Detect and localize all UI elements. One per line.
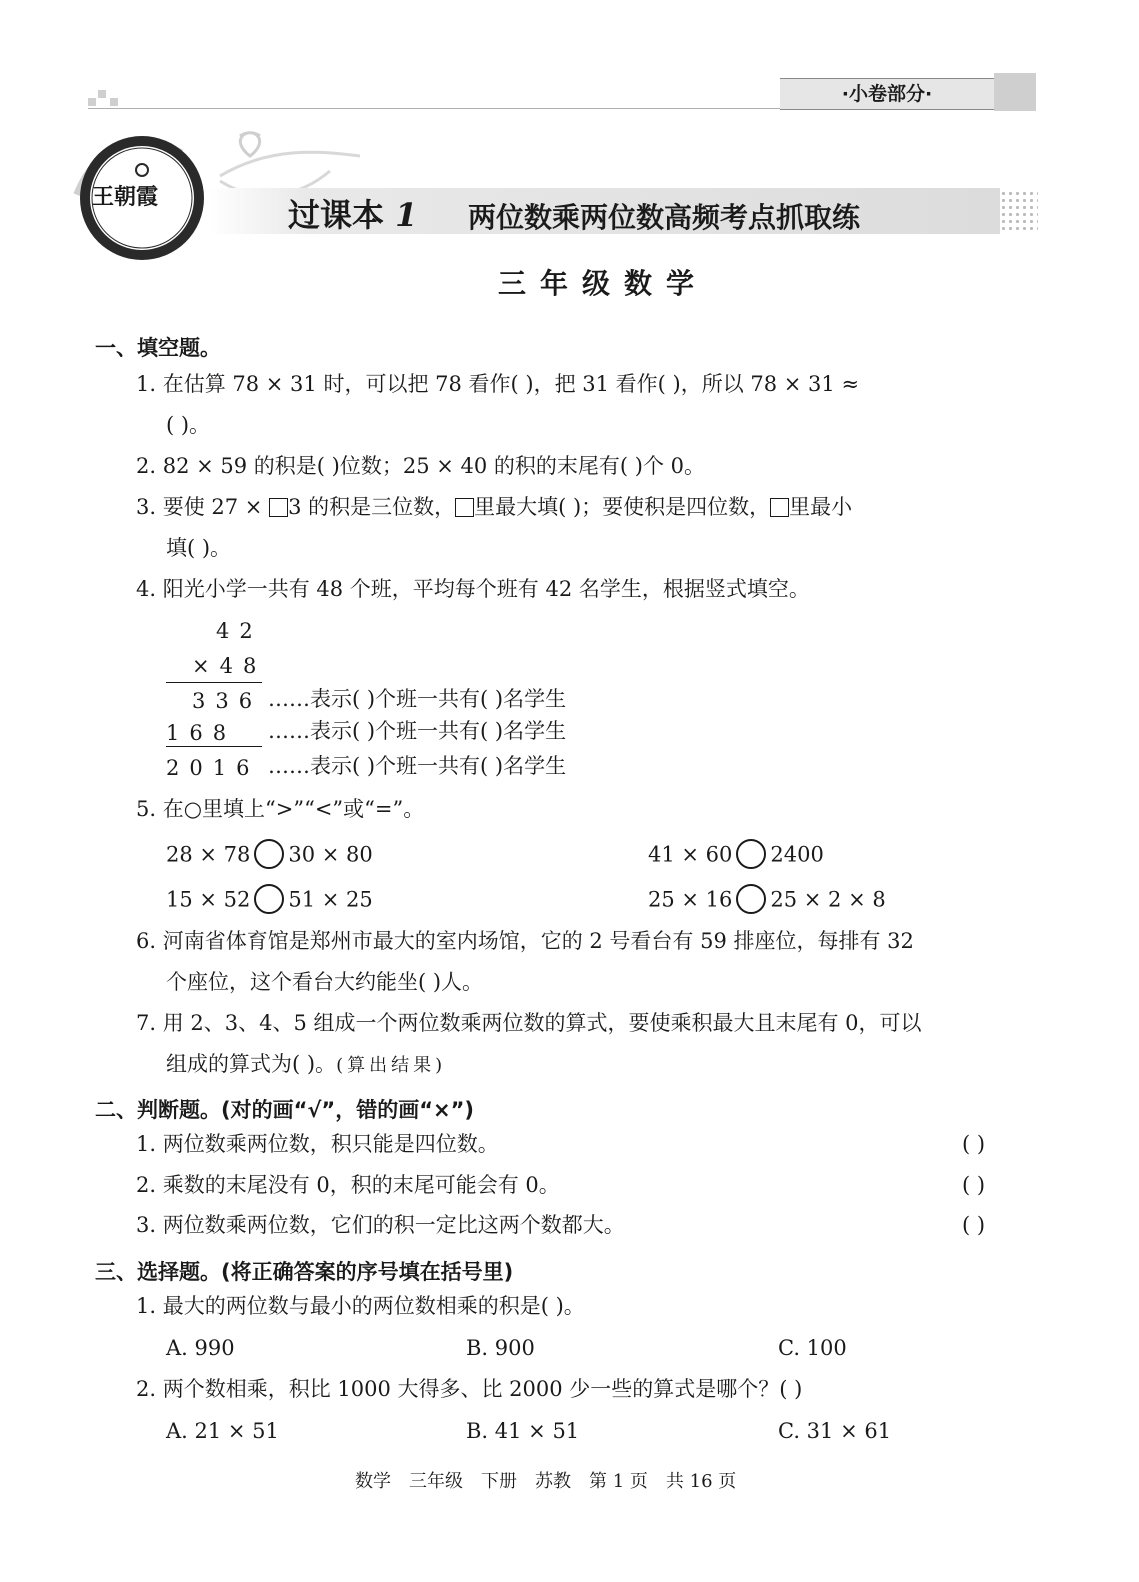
page-footer: 数学 三年级 下册 苏教 第 1 页 共 16 页 [355,1471,737,1492]
question-text: ( )。 [166,413,211,437]
q3-part: 3 的积是三位数， [288,495,456,519]
header-rule [88,108,780,109]
compare-circle [736,839,766,869]
compare-circle [254,839,284,869]
vertical-row: 2016 [166,756,260,780]
answer-bracket: ( ) [962,1173,986,1197]
question-text: 4. 阳光小学一共有 48 个班，平均每个班有 42 名学生，根据竖式填空。 [136,577,810,601]
vertical-row: 42 [216,619,263,643]
decor-square [88,98,96,106]
question-text: 填( )。 [166,536,232,560]
decor-square [98,90,106,98]
logo-text: 王朝霞 [92,184,159,210]
compare-circle [254,884,284,914]
question-text: 2. 两个数相乘，积比 1000 大得多、比 2000 少一些的算式是哪个？( ) [136,1377,803,1401]
compare-item [166,888,373,914]
answer-bracket: ( ) [962,1132,986,1156]
question-text: 7. 用 2、3、4、5 组成一个两位数乘两位数的算式，要使乘积最大且末尾有 0，可以 [136,1011,922,1035]
option: B. 900 [466,1336,535,1360]
judge-item: 1. 两位数乘两位数，积只能是四位数。 [136,1132,499,1156]
judge-item: 3. 两位数乘两位数，它们的积一定比这两个数都大。 [136,1213,625,1237]
compare-right: 51 × 25 [288,887,373,912]
compare-left: 41 × 60 [648,842,733,867]
vertical-row: 336 [192,689,263,713]
question-text: 1. 最大的两位数与最小的两位数相乘的积是( )。 [136,1294,585,1318]
q7-note: (算出结果) [336,1055,447,1076]
compare-left: 25 × 16 [648,887,733,912]
q3-part: 3. 要使 27 × [136,495,270,519]
section-heading: 二、判断题。(对的画“√”，错的画“×”) [95,1098,475,1122]
section-tag: ·小卷部分· [780,78,994,110]
vertical-rule [166,682,262,683]
vertical-note: ……表示( )个班一共有( )名学生 [268,719,567,743]
title-prefix: 过课本 [288,196,385,234]
compare-right: 30 × 80 [288,842,373,867]
page-title: 两位数乘两位数高频考点抓取练 [468,201,861,234]
compare-right: 2400 [770,842,824,867]
q3-part: 里最小 [789,495,853,519]
answer-box [455,498,474,517]
compare-item [648,888,886,914]
banner-dots [1000,190,1038,232]
compare-item [166,843,373,869]
vertical-note: ……表示( )个班一共有( )名学生 [268,754,567,778]
vertical-note: ……表示( )个班一共有( )名学生 [268,687,567,711]
answer-box [269,498,288,517]
question-text [166,1054,446,1075]
question-text: 6. 河南省体育馆是郑州市最大的室内场馆，它的 2 号看台有 59 排座位，每排有 32 [136,929,914,953]
tag-end-block [994,73,1036,111]
answer-bracket: ( ) [962,1213,986,1237]
compare-circle [736,884,766,914]
answer-box [770,498,789,517]
question-text: 1. 在估算 78 × 31 时，可以把 78 看作( )，把 31 看作( )，所以 78 × 31 ≈ [136,372,860,396]
vertical-rule [166,746,262,747]
q7-text: 组成的算式为( )。 [166,1052,337,1076]
compare-left: 28 × 78 [166,842,251,867]
compare-item [648,843,824,869]
question-text: 个座位，这个看台大约能坐( )人。 [166,970,484,994]
decor-square [110,98,118,106]
title-number: 1 [395,196,418,234]
vertical-row: 168 [166,721,237,745]
compare-right: 25 × 2 × 8 [770,887,886,912]
option: A. 21 × 51 [166,1419,279,1443]
question-text [136,497,852,518]
page-subtitle: 三年级数学 [498,267,709,300]
question-text: 5. 在○里填上“>”“<”或“=”。 [136,797,425,821]
section-heading: 一、填空题。 [95,336,221,360]
title-lesson [288,190,417,236]
option: A. 990 [166,1336,235,1360]
judge-item: 2. 乘数的末尾没有 0，积的末尾可能会有 0。 [136,1173,560,1197]
option: C. 31 × 61 [778,1419,892,1443]
option: B. 41 × 51 [466,1419,580,1443]
section-heading: 三、选择题。(将正确答案的序号填在括号里) [95,1260,514,1284]
compare-left: 15 × 52 [166,887,251,912]
vertical-row: ×48 [192,654,267,678]
question-text: 2. 82 × 59 的积是( )位数；25 × 40 的积的末尾有( )个 0。 [136,454,705,478]
q3-part: 里最大填( )；要使积是四位数， [474,495,771,519]
option: C. 100 [778,1336,847,1360]
